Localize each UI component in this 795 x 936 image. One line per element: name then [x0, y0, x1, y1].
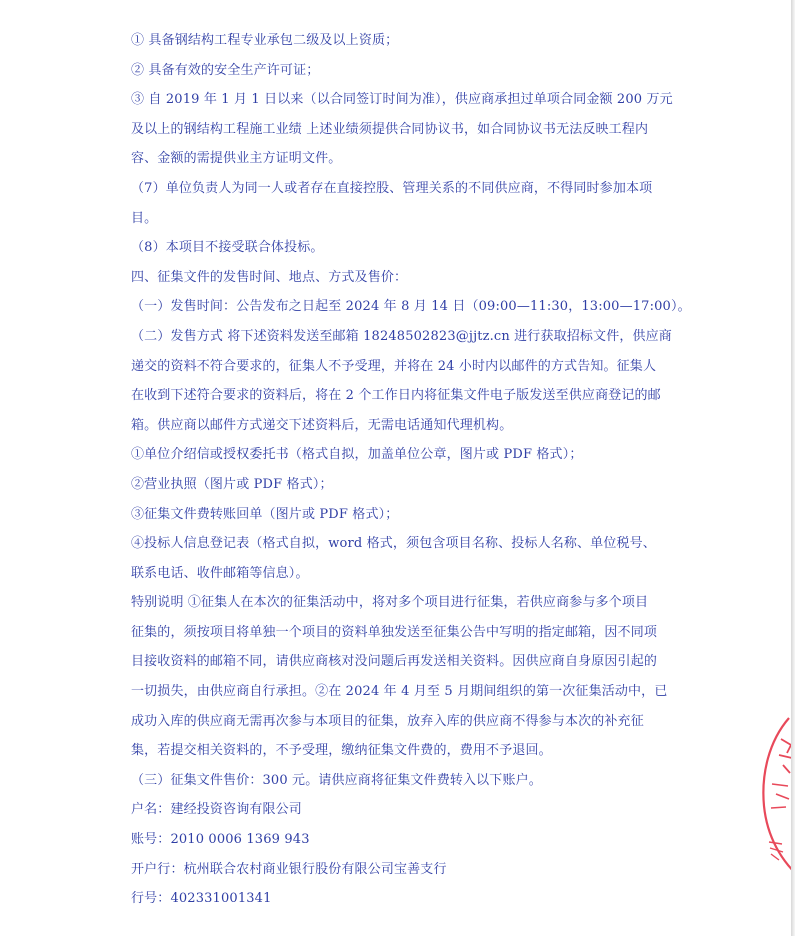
qualification-item-3-line-2: 及以上的钢结构工程施工业绩 上述业绩须提供合同协议书，如合同协议书无法反映工程内: [131, 121, 649, 137]
account-number: 账号：2010 0006 1369 943: [131, 832, 310, 848]
sale-method-line-3: 在收到下述符合要求的资料后，将在 2 个工作日内将征集文件电子版发送至供应商登记的邮: [131, 388, 661, 404]
clause-7-line-1: （7）单位负责人为同一人或者存在直接控股、管理关系的不同供应商，不得同时参加本项: [131, 180, 653, 196]
document-body: [131, 26, 691, 914]
qualification-item-3-line-1: ③ 自 2019 年 1 月 1 日以来（以合同签订时间为准），供应商承担过单项合同金额 200 万元: [131, 92, 673, 108]
section-4-heading: 四、征集文件的发售时间、地点、方式及售价：: [131, 269, 408, 285]
material-item-2: ②营业执照（图片或 PDF 格式）；: [131, 476, 333, 492]
bank-code: 行号：402331001341: [131, 891, 272, 907]
special-note-line-6: 集，若提交相关资料的，不予受理，缴纳征集文件费的，费用不予退回。: [131, 743, 552, 759]
page-edge: [791, 0, 795, 936]
seal-stamp-fragment: [751, 716, 795, 881]
material-item-3: ③征集文件费转账回单（图片或 PDF 格式）；: [131, 506, 399, 522]
sale-time: （一）发售时间：公告发布之日起至 2024 年 8 月 14 日（09:00—11:30，13:00—17:00）。: [131, 299, 691, 315]
material-item-1: ①单位介绍信或授权委托书（格式自拟，加盖单位公章，图片或 PDF 格式）；: [131, 447, 583, 463]
bank-name: 开户行：杭州联合农村商业银行股份有限公司宝善支行: [131, 861, 447, 877]
special-note-line-3: 目接收资料的邮箱不同，请供应商核对没问题后再发送相关资料。因供应商自身原因引起的: [131, 654, 658, 670]
price-line: （三）征集文件售价：300 元。请供应商将征集文件费转入以下账户。: [131, 772, 542, 788]
sale-method-line-1: （二）发售方式 将下述资料发送至邮箱 18248502823@jjtz.cn 进行获取招标文件，供应商: [131, 328, 672, 344]
sale-method-line-4: 箱。供应商以邮件方式递交下述资料后，无需电话通知代理机构。: [131, 417, 513, 433]
clause-8: （8）本项目不接受联合体投标。: [131, 240, 324, 256]
qualification-item-2: ② 具备有效的安全生产许可证；: [131, 62, 320, 78]
qualification-item-1: ① 具备钢结构工程专业承包二级及以上资质；: [131, 33, 399, 48]
special-note-line-2: 征集的，须按项目将单独一个项目的资料单独发送至征集公告中写明的指定邮箱，因不同项: [131, 624, 658, 640]
account-name: 户名：建经投资咨询有限公司: [131, 802, 302, 818]
material-item-4-line-1: ④投标人信息登记表（格式自拟，word 格式，须包含项目名称、投标人名称、单位税号、: [131, 536, 656, 552]
special-note-line-4: 一切损失，由供应商自行承担。②在 2024 年 4 月至 5 月期间组织的第一次征集活动中，已: [131, 684, 668, 700]
special-note-line-5: 成功入库的供应商无需再次参与本项目的征集，放弃入库的供应商不得参与本次的补充征: [131, 713, 644, 729]
sale-method-line-2: 递交的资料不符合要求的，征集人不予受理，并将在 24 小时内以邮件的方式告知。征集人: [131, 358, 657, 374]
qualification-item-3-line-3: 容、金额的需提供业主方证明文件。: [131, 151, 342, 167]
special-note-line-1: 特别说明 ①征集人在本次的征集活动中，将对多个项目进行征集，若供应商参与多个项目: [131, 595, 649, 611]
clause-7-line-2: 目。: [131, 210, 158, 226]
material-item-4-line-2: 联系电话、收件邮箱等信息）。: [131, 565, 309, 581]
